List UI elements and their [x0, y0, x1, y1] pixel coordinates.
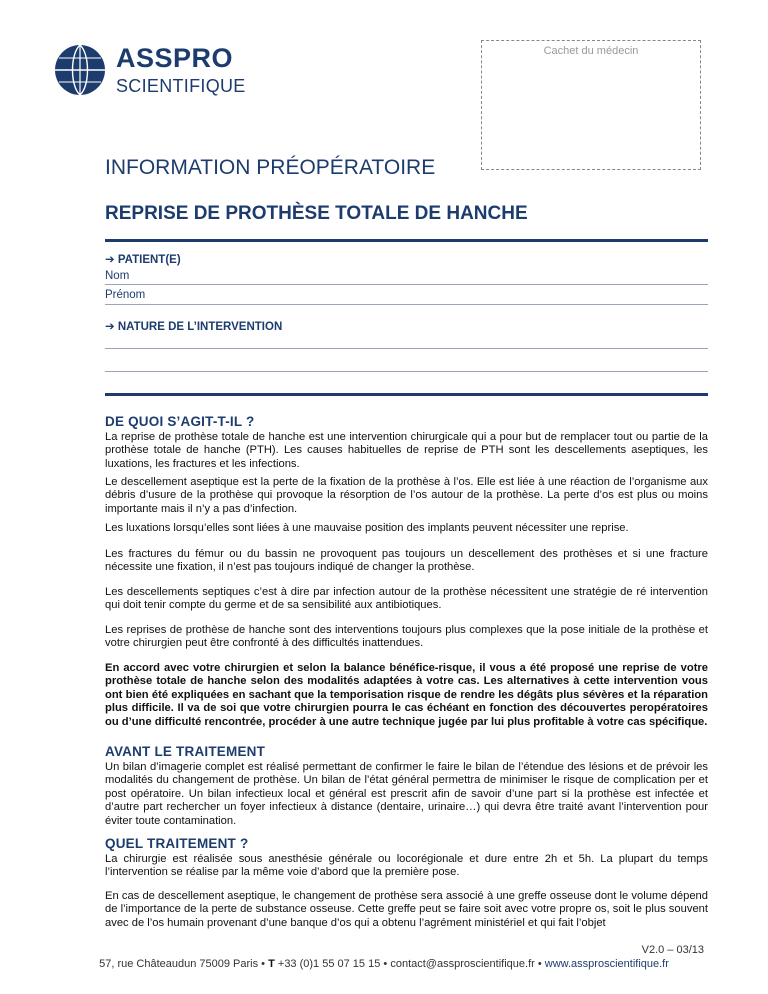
bullet-separator: • [383, 958, 391, 970]
prenom-field-line[interactable] [105, 304, 708, 305]
footer-website-link[interactable]: www.assproscientifique.fr [544, 958, 669, 970]
version-label: V2.0 – 03/13 [641, 944, 704, 956]
nom-field-line[interactable] [105, 284, 708, 285]
paragraph: Les luxations lorsqu’elles sont liées à une mauvaise position des implants peuvent nécessiter une reprise. [105, 522, 629, 534]
divider [105, 239, 708, 242]
logo-name: ASSPRO [116, 43, 234, 73]
footer-address: 57, rue Châteaudun 75009 Paris [99, 958, 259, 970]
paragraph: Les reprises de prothèse de hanche sont des interventions toujours plus complexes que la pose initiale de la prothèse et votre chirurgien peut être confronté à des difficultés inattendues. [105, 624, 708, 650]
footer-email-link[interactable]: contact@assproscientifique.fr [390, 958, 535, 970]
paragraph: Les descellements septiques c’est à dire par infection autour de la prothèse nécessitent une stratégie de ré intervention qui doit tenir compte du germe et de sa sensibilité aux antibiotiques. [105, 586, 708, 612]
paragraph: La reprise de prothèse totale de hanche est une intervention chirurgicale qui a pour but de remplacer tout ou partie de la prothèse totale de hanche (PTH). Les causes habituelles de reprise de PTH sont les descellements aseptiques, les luxations, les fractures et les infections. [105, 431, 708, 470]
divider [105, 393, 708, 396]
stamp-label: Cachet du médecin [543, 45, 639, 57]
section-heading: QUEL TRAITEMENT ? [105, 836, 249, 851]
phone-prefix: T [268, 958, 275, 970]
nom-field-label: Nom [105, 270, 130, 282]
page-title: REPRISE DE PROTHÈSE TOTALE DE HANCHE [105, 203, 528, 224]
footer-contact [0, 958, 768, 970]
footer-phone: +33 (0)1 55 07 15 15 [277, 958, 381, 970]
paragraph: Les fractures du fémur ou du bassin ne provoquent pas toujours un descellement des prothèses et si une fracture nécessite une fixation, il n’est pas toujours indiqué de changer la prothèse. [105, 548, 708, 574]
company-logo [52, 42, 262, 102]
paragraph: Le descellement aseptique est la perte de la fixation de la prothèse à l’os. Elle est liée à une réaction de l’organisme aux débris d’usure de la prothèse qui provoque la résorption de l’os autour de la prothèse. La perte d’os est plus ou moins importante mais il n’y a pas d’infection. [105, 476, 708, 515]
paragraph: La chirurgie est réalisée sous anesthésie générale ou locorégionale et dure entre 2h et 5h. La plupart du temps l’intervention se réalise par la même voie d’abord que la première pose. [105, 853, 708, 879]
bullet-separator: • [261, 958, 269, 970]
section-heading: DE QUOI S’AGIT-T-IL ? [105, 414, 255, 429]
nature-field-line[interactable] [105, 371, 708, 372]
bullet-separator: • [537, 958, 545, 970]
paragraph: En cas de descellement aseptique, le changement de prothèse sera associé à une greffe osseuse dont le volume dépend de l’importance de la perte de substance osseuse. Cette greffe peut se faire soit avec votre propre os, soit le plus souvent avec de l’os humain provenant d’une banque d’os qui a obtenu l’agrément ministériel et qui fait l’objet [105, 890, 708, 929]
patient-heading: ➔ PATIENT(E) [105, 254, 181, 266]
document-type: INFORMATION PRÉOPÉRATOIRE [105, 156, 436, 179]
doctor-stamp-box [481, 40, 701, 170]
section-heading: AVANT LE TRAITEMENT [105, 744, 266, 759]
nature-heading: ➔ NATURE DE L’INTERVENTION [105, 321, 283, 333]
globe-logo-icon [52, 42, 108, 98]
paragraph-bold: En accord avec votre chirurgien et selon la balance bénéfice-risque, il vous a été proposé une reprise de votre prothèse totale de hanche selon des modalités adaptées à votre cas. Les alternatives à cette intervention vous ont bien été expliquées en sachant que la temporisation risque de rendre les dégâts plus sévères et la réparation plus difficile. Il va de soi que votre chirurgien pourra le cas échéant en fonction des découvertes peropératoires ou d’une difficulté rencontrée, procéder à une autre technique jugée par lui plus profitable à votre cas spécifique. [105, 662, 708, 728]
nature-field-line[interactable] [105, 348, 708, 349]
prenom-field-label: Prénom [105, 289, 146, 301]
logo-subname: SCIENTIFIQUE [116, 76, 246, 96]
paragraph: Un bilan d’imagerie complet est réalisé permettant de confirmer le faire le bilan de l’étendue des lésions et de prévoir les modalités du changement de prothèse. Un bilan de l’état général permettra de minimiser le risque de complication per et post opératoire. Un bilan infectieux local et général est prescrit afin de savoir d’une part si la prothèse est infectée et d’autre part rechercher un foyer infectieux à distance (dentaire, urinaire…) qui devra être traité avant l’intervention pour éviter toute contamination. [105, 761, 708, 827]
